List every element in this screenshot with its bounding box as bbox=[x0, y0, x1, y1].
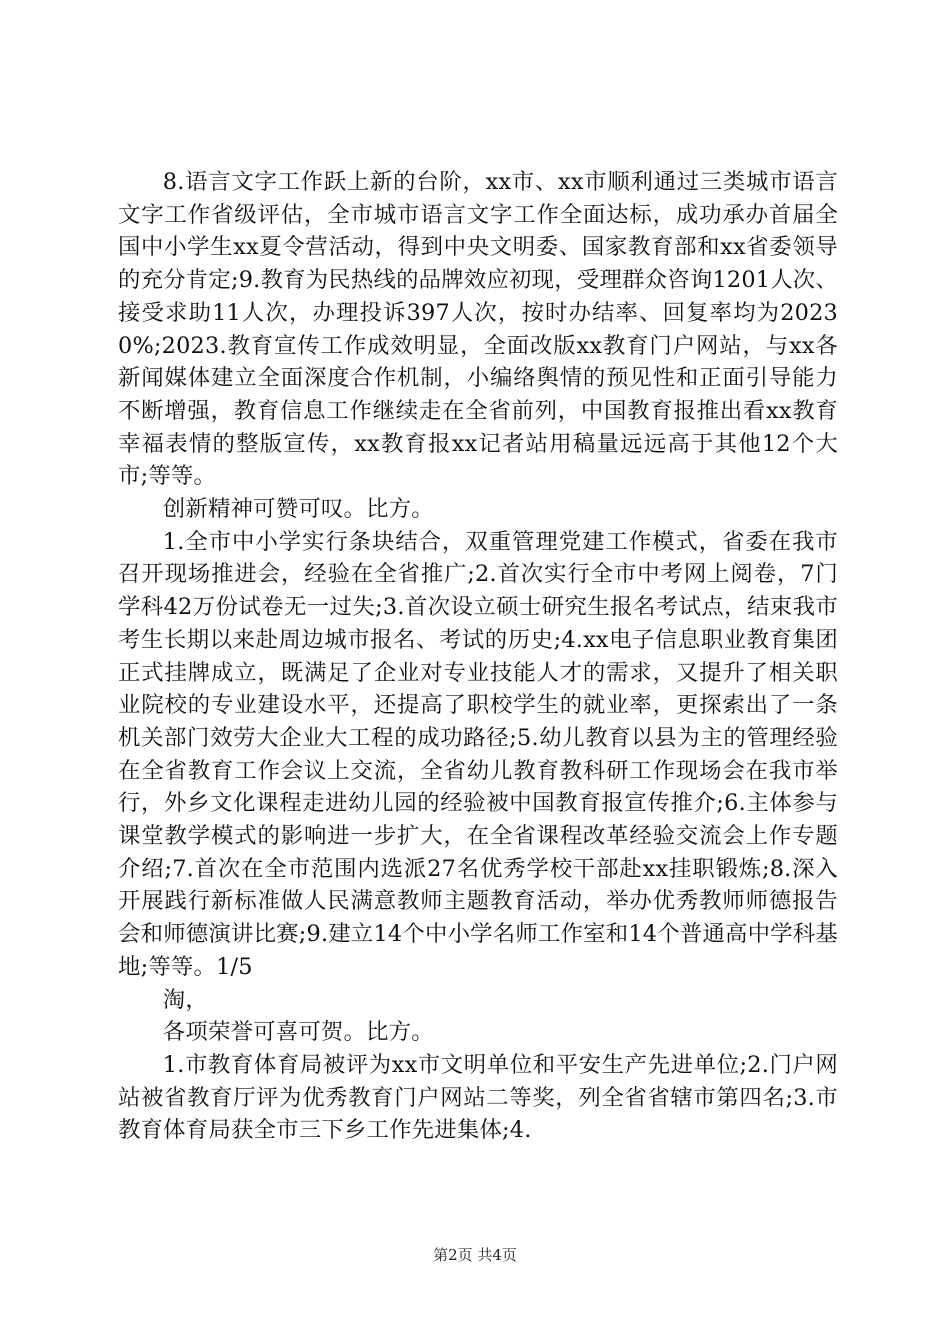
paragraph-fragment: 淘， bbox=[162, 986, 208, 1013]
paragraph-innovation-list: 1.全市中小学实行条块结合，双重管理党建工作模式，省委在我市召开现场推进会，经验在全省推广;2.首次实行全市中考网上阅卷，7门学科42万份试卷无一过失;3.首次设立硕士研究生报名考试点，结束我市考生长期以来赴周边城市报名、考试的历史;4.xx电子信息职业教育集团正式挂牌成立，既满足了企业对专业技能人才的需求，又提升了相关职业院校的专业建设水平，还提高了职校学生的就业率，更探索出了一条机关部门效劳大企业大工程的成功路径;5.幼儿教育以县为主的管理经验在全省教育工作会议上交流，全省幼儿教育教科研工作现场会在我市举行，外乡文化课程走进幼儿园的经验被中国教育报宣传推介;6.主体参与课堂教学模式的影响进一步扩大，在全省课程改革经验交流会上作专题介绍;7.首次在全市范围内选派27名优秀学校干部赴xx挂职锻炼;8.深入开展践行新标准做人民满意教师主题教育活动，举办优秀教师师德报告会和师德演讲比赛;9.建立14个中小学名师工作室和14个普通高中学科基地;等等。1/5 bbox=[118, 528, 838, 980]
page-footer: 第2页 共4页 bbox=[433, 1246, 517, 1264]
paragraph-innovation-heading: 创新精神可赞可叹。比方。 bbox=[162, 496, 434, 523]
paragraph-honors-heading: 各项荣誉可喜可贺。比方。 bbox=[162, 1019, 434, 1046]
paragraph-honors-list: 1.市教育体育局被评为xx市文明单位和平安生产先进单位;2.门户网站被省教育厅评为优秀教育门户网站二等奖，列全省省辖市第四名;3.市教育体育局获全市三下乡工作先进集体;4. bbox=[118, 1051, 838, 1144]
paragraph-language-work: 8.语言文字工作跃上新的台阶，xx市、xx市顺利通过三类城市语言文字工作省级评估，全市城市语言文字工作全面达标，成功承办首届全国中小学生xx夏令营活动，得到中央文明委、国家教育部和xx省委领导的充分肯定;9.教育为民热线的品牌效应初现，受理群众咨询1201人次、接受求助11人次，办理投诉397人次，按时办结率、回复率均为20230%;2023.教育宣传工作成效明显，全面改版xx教育门户网站，与xx各新闻媒体建立全面深度合作机制，小编络舆情的预见性和正面引导能力不断增强，教育信息工作继续走在全省前列，中国教育报推出看xx教育幸福表情的整版宣传，xx教育报xx记者站用稿量远远高于其他12个大市;等等。 bbox=[118, 169, 838, 490]
body-text bbox=[118, 166, 838, 1147]
